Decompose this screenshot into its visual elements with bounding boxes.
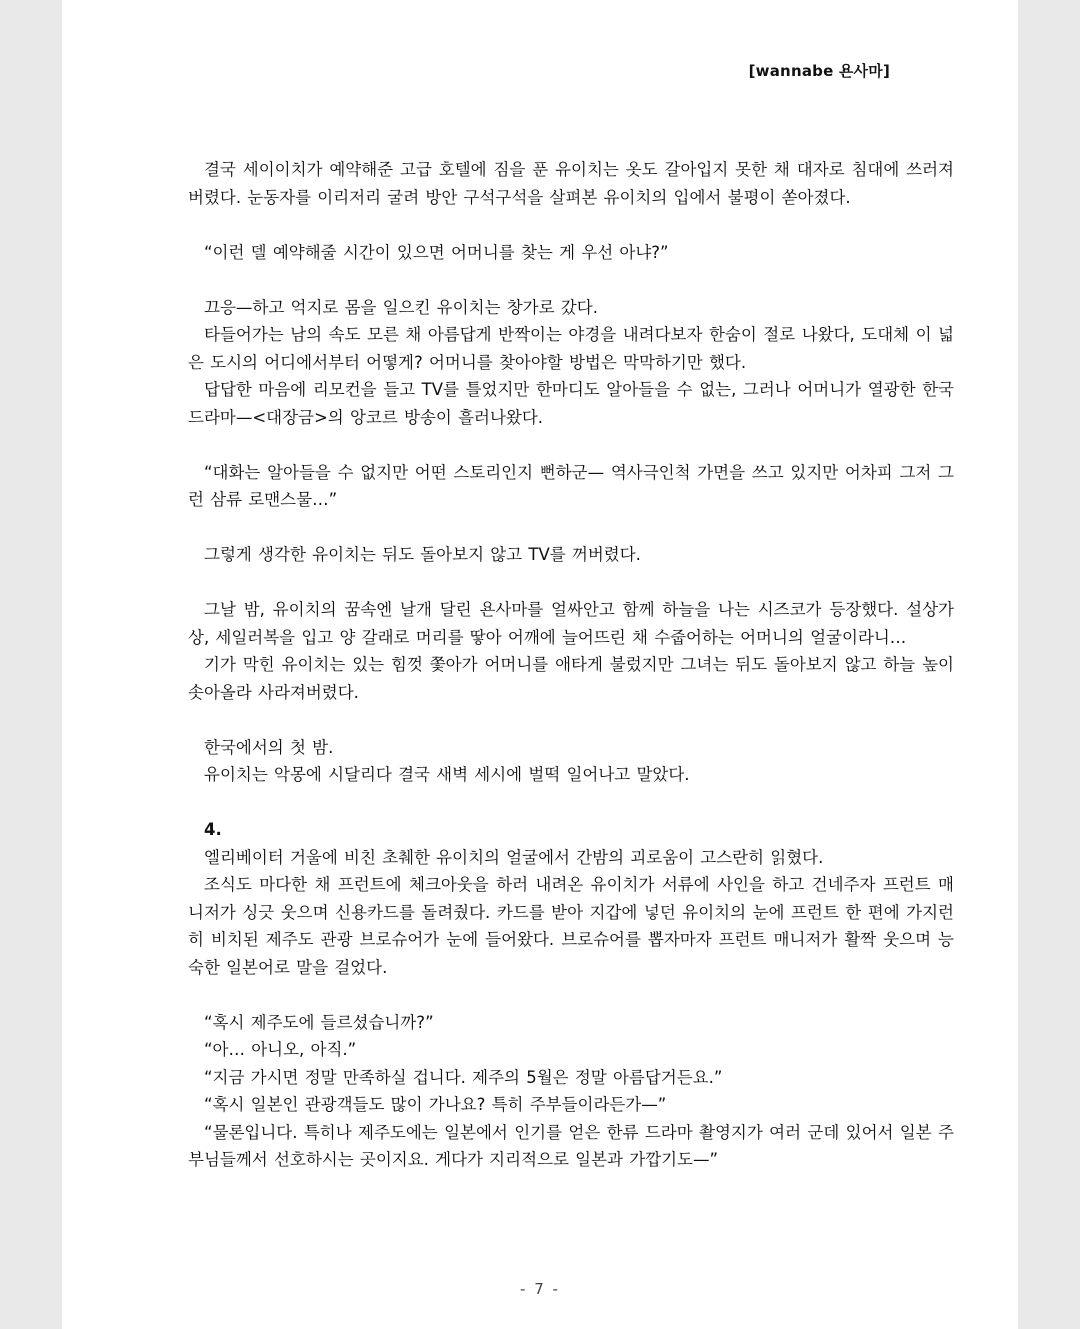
section-number: 4.: [204, 820, 222, 839]
document-page: [62, 0, 1018, 1329]
paragraph: 끄응—하고 억지로 몸을 일으킨 유이치는 창가로 갔다.: [204, 297, 598, 317]
paragraph: 한국에서의 첫 밤.: [204, 737, 334, 757]
paragraph-gap: [188, 706, 954, 734]
dialogue-line: “물론입니다. 특히나 제주도에는 일본에서 인기를 얻은 한류 드라마 촬영지가 여러 군데 있어서 일본 주부님들께서 선호하시는 곳이지요. 게다가 지리적으로 일본과 가깝기도—”: [188, 1122, 954, 1169]
running-header: [wannabe 욘사마]: [748, 62, 890, 80]
paragraph: 그렇게 생각한 유이치는 뒤도 돌아보지 않고 TV를 꺼버렸다.: [204, 545, 641, 564]
paragraph-gap: [188, 431, 954, 459]
paragraph: 타들어가는 남의 속도 모른 채 아름답게 반짝이는 야경을 내려다보자 한숨이 절로 나왔다, 도대체 이 넓은 도시의 어디에서부터 어떻게? 어머니를 찾아야할 방법은 막막하기만 했다.: [188, 325, 954, 372]
paragraph-gap: [188, 981, 954, 1009]
dialogue-line: “지금 가시면 정말 만족하실 겁니다. 제주의 5월은 정말 아름답거든요.”: [204, 1067, 723, 1087]
paragraph: 답답한 마음에 리모컨을 들고 TV를 틀었지만 한마디도 알아들을 수 없는, 그러나 어머니가 열광한 한국 드라마—<대장금>의 앙코르 방송이 흘러나왔다.: [188, 380, 954, 427]
paragraph-gap: [188, 514, 954, 542]
paragraph: 유이치는 악몽에 시달리다 결국 새벽 세시에 벌떡 일어나고 말았다.: [204, 765, 690, 784]
paragraph-gap: [188, 569, 954, 597]
page-number: - 7 -: [520, 1280, 560, 1298]
dialogue-line: “혹시 제주도에 들르셨습니까?”: [204, 1012, 434, 1032]
paragraph: 그날 밤, 유이치의 꿈속엔 날개 달린 욘사마를 얼싸안고 함께 하늘을 나는 시즈코가 등장했다. 설상가상, 세일러복을 입고 양 갈래로 머리를 땋아 어깨에 늘어뜨린 채 수줍어하는 어머니의 얼굴이라니…: [188, 600, 954, 647]
dialogue-line: “아… 아니오, 아직.”: [204, 1040, 357, 1059]
paragraph: 조식도 마다한 채 프런트에 체크아웃을 하러 내려온 유이치가 서류에 사인을 하고 건네주자 프런트 매니저가 싱긋 웃으며 신용카드를 돌려줬다. 카드를 받아 지갑에 넣던 유이치의 눈에 프런트 한 편에 가지런히 비치된 제주도 관광 브로슈어가 눈에 들어왔다. 브로슈어를 뽑자마자 프런트 매니저가 활짝 웃으며 능숙한 일본어로 말을 걸었다.: [188, 875, 954, 977]
dialogue-line: “대화는 알아들을 수 없지만 어떤 스토리인지 뻔하군— 역사극인척 가면을 쓰고 있지만 어차피 그저 그런 삼류 로맨스물…”: [188, 462, 954, 509]
body-text: [188, 156, 954, 1174]
paragraph: 결국 세이이치가 예약해준 고급 호텔에 짐을 푼 유이치는 옷도 갈아입지 못한 채 대자로 침대에 쓰러져버렸다. 눈동자를 이리저리 굴려 방안 구석구석을 살펴본 유이치의 입에서 불평이 쏟아졌다.: [188, 160, 954, 207]
paragraph-gap: [188, 789, 954, 817]
paragraph-gap: [188, 211, 954, 239]
dialogue-line: “혹시 일본인 관광객들도 많이 가나요? 특히 주부들이라든가—”: [204, 1095, 667, 1114]
paragraph: 기가 막힌 유이치는 있는 힘껏 쫓아가 어머니를 애타게 불렀지만 그녀는 뒤도 돌아보지 않고 하늘 높이 솟아올라 사라져버렸다.: [188, 655, 954, 702]
paragraph: 엘리베이터 거울에 비친 초췌한 유이치의 얼굴에서 간밤의 괴로움이 고스란히 읽혔다.: [204, 847, 824, 867]
paragraph-gap: [188, 266, 954, 294]
dialogue-line: “이런 델 예약해줄 시간이 있으면 어머니를 찾는 게 우선 아냐?”: [204, 242, 669, 262]
